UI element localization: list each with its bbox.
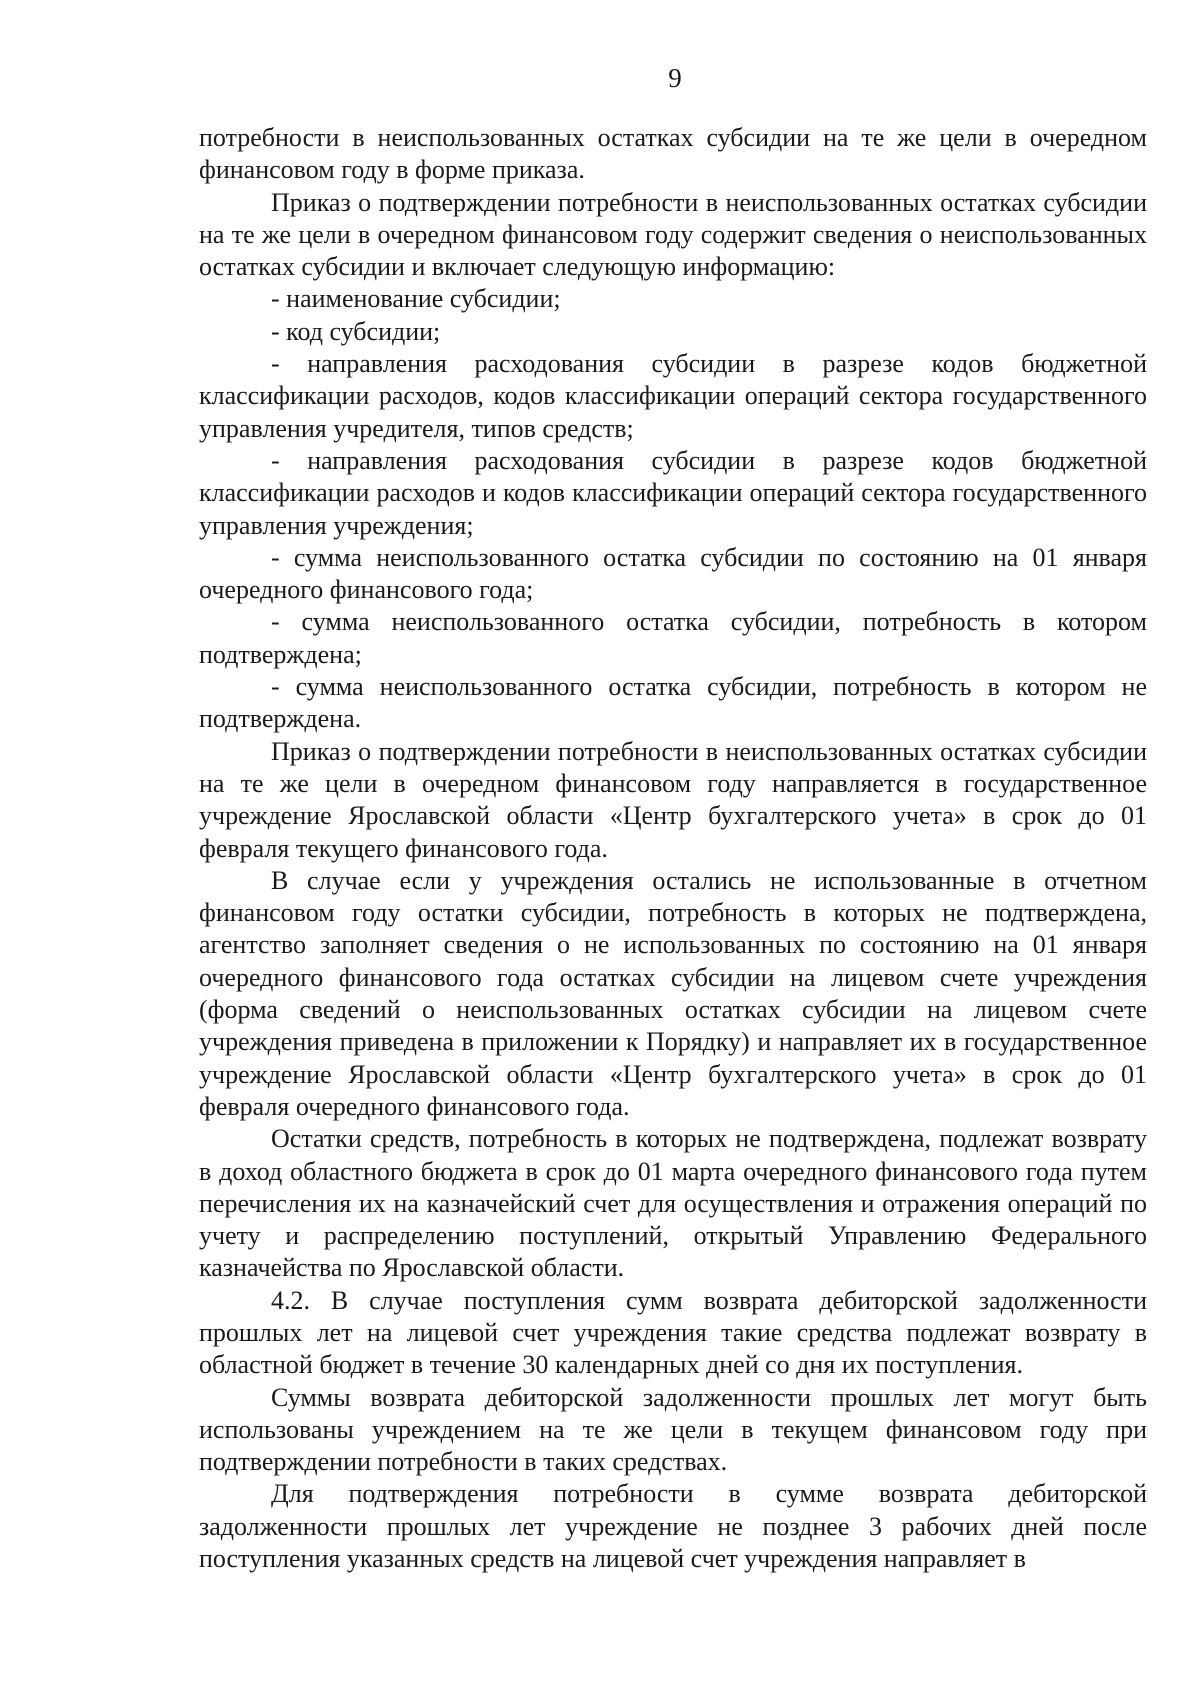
list-item-confirmed-balance: - сумма неиспользованного остатка субсидии, потребность в котором подтверждена; — [199, 607, 1147, 669]
paragraph-section-4-2: 4.2. В случае поступления сумм возврата дебиторской задолженности прошлых лет на лицевой счет учреждения такие средства подлежат возврату в областной бюджет в течение 30 календарных дней со дня их поступления. — [199, 1285, 1147, 1380]
paragraph-receivables-use: Суммы возврата дебиторской задолженности прошлых лет могут быть использованы учреждением на те же цели в текущем финансовом году при подтверждении потребности в таких средствах. — [199, 1382, 1147, 1477]
paragraph-order-contents: Приказ о подтверждении потребности в неиспользованных остатках субсидии на те же цели в очередном финансовом году содержит сведения о неиспользованных остатках субсидии и включает следующую информацию: — [199, 187, 1147, 282]
paragraph-order-sending: Приказ о подтверждении потребности в неиспользованных остатках субсидии на те же цели в очередном финансовом году направляется в государственное учреждение Ярославской области «Центр бухгалтерского учета» в срок до 01 февраля текущего финансового года. — [199, 736, 1147, 863]
document-body — [199, 122, 1147, 1575]
paragraph-remains-return: Остатки средств, потребность в которых не подтверждена, подлежат возврату в доход областного бюджета в срок до 01 марта очередного финансового года путем перечисления их на казначейский счет для осуществления и отражения операций по учету и распределению поступлений, открытый Управлению Федерального казначейства по Ярославской области. — [199, 1124, 1147, 1283]
paragraph-continuation: потребности в неиспользованных остатках субсидии на те же цели в очередном финансовом году в форме приказа. — [199, 123, 1147, 185]
list-item-subsidy-name: - наименование субсидии; — [271, 284, 561, 314]
list-item-subsidy-code: - код субсидии; — [271, 316, 441, 346]
page-number: 9 — [668, 63, 682, 93]
list-item-directions-institution: - направления расходования субсидии в разрезе кодов бюджетной классификации расходов и кодов классификации операций сектора государственного управления учреждения; — [199, 445, 1147, 540]
list-item-unconfirmed-balance: - сумма неиспользованного остатка субсидии, потребность в котором не подтверждена. — [199, 672, 1147, 734]
paragraph-unused-remains: В случае если у учреждения остались не использованные в отчетном финансовом году остатки субсидии, потребность в которых не подтверждена, агентство заполняет сведения о не использованных по состоянию на 01 января очередного финансового года остатках субсидии на лицевом счете учреждения (форма сведений о неиспользованных остатках субсидии на лицевом счете учреждения приведена в приложении к Порядку) и направляет их в государственное учреждение Ярославской области «Центр бухгалтерского учета» в срок до 01 февраля очередного финансового года. — [199, 865, 1147, 1121]
paragraph-receivables-confirmation: Для подтверждения потребности в сумме возврата дебиторской задолженности прошлых лет учреждение не позднее 3 рабочих дней после поступления указанных средств на лицевой счет учреждения направляет в — [199, 1479, 1147, 1574]
list-item-unused-balance: - сумма неиспользованного остатка субсидии по состоянию на 01 января очередного финансового года; — [199, 542, 1147, 605]
list-item-directions-founder: - направления расходования субсидии в разрезе кодов бюджетной классификации расходов, кодов классификации операций сектора государственного управления учредителя, типов средств; — [199, 349, 1147, 443]
